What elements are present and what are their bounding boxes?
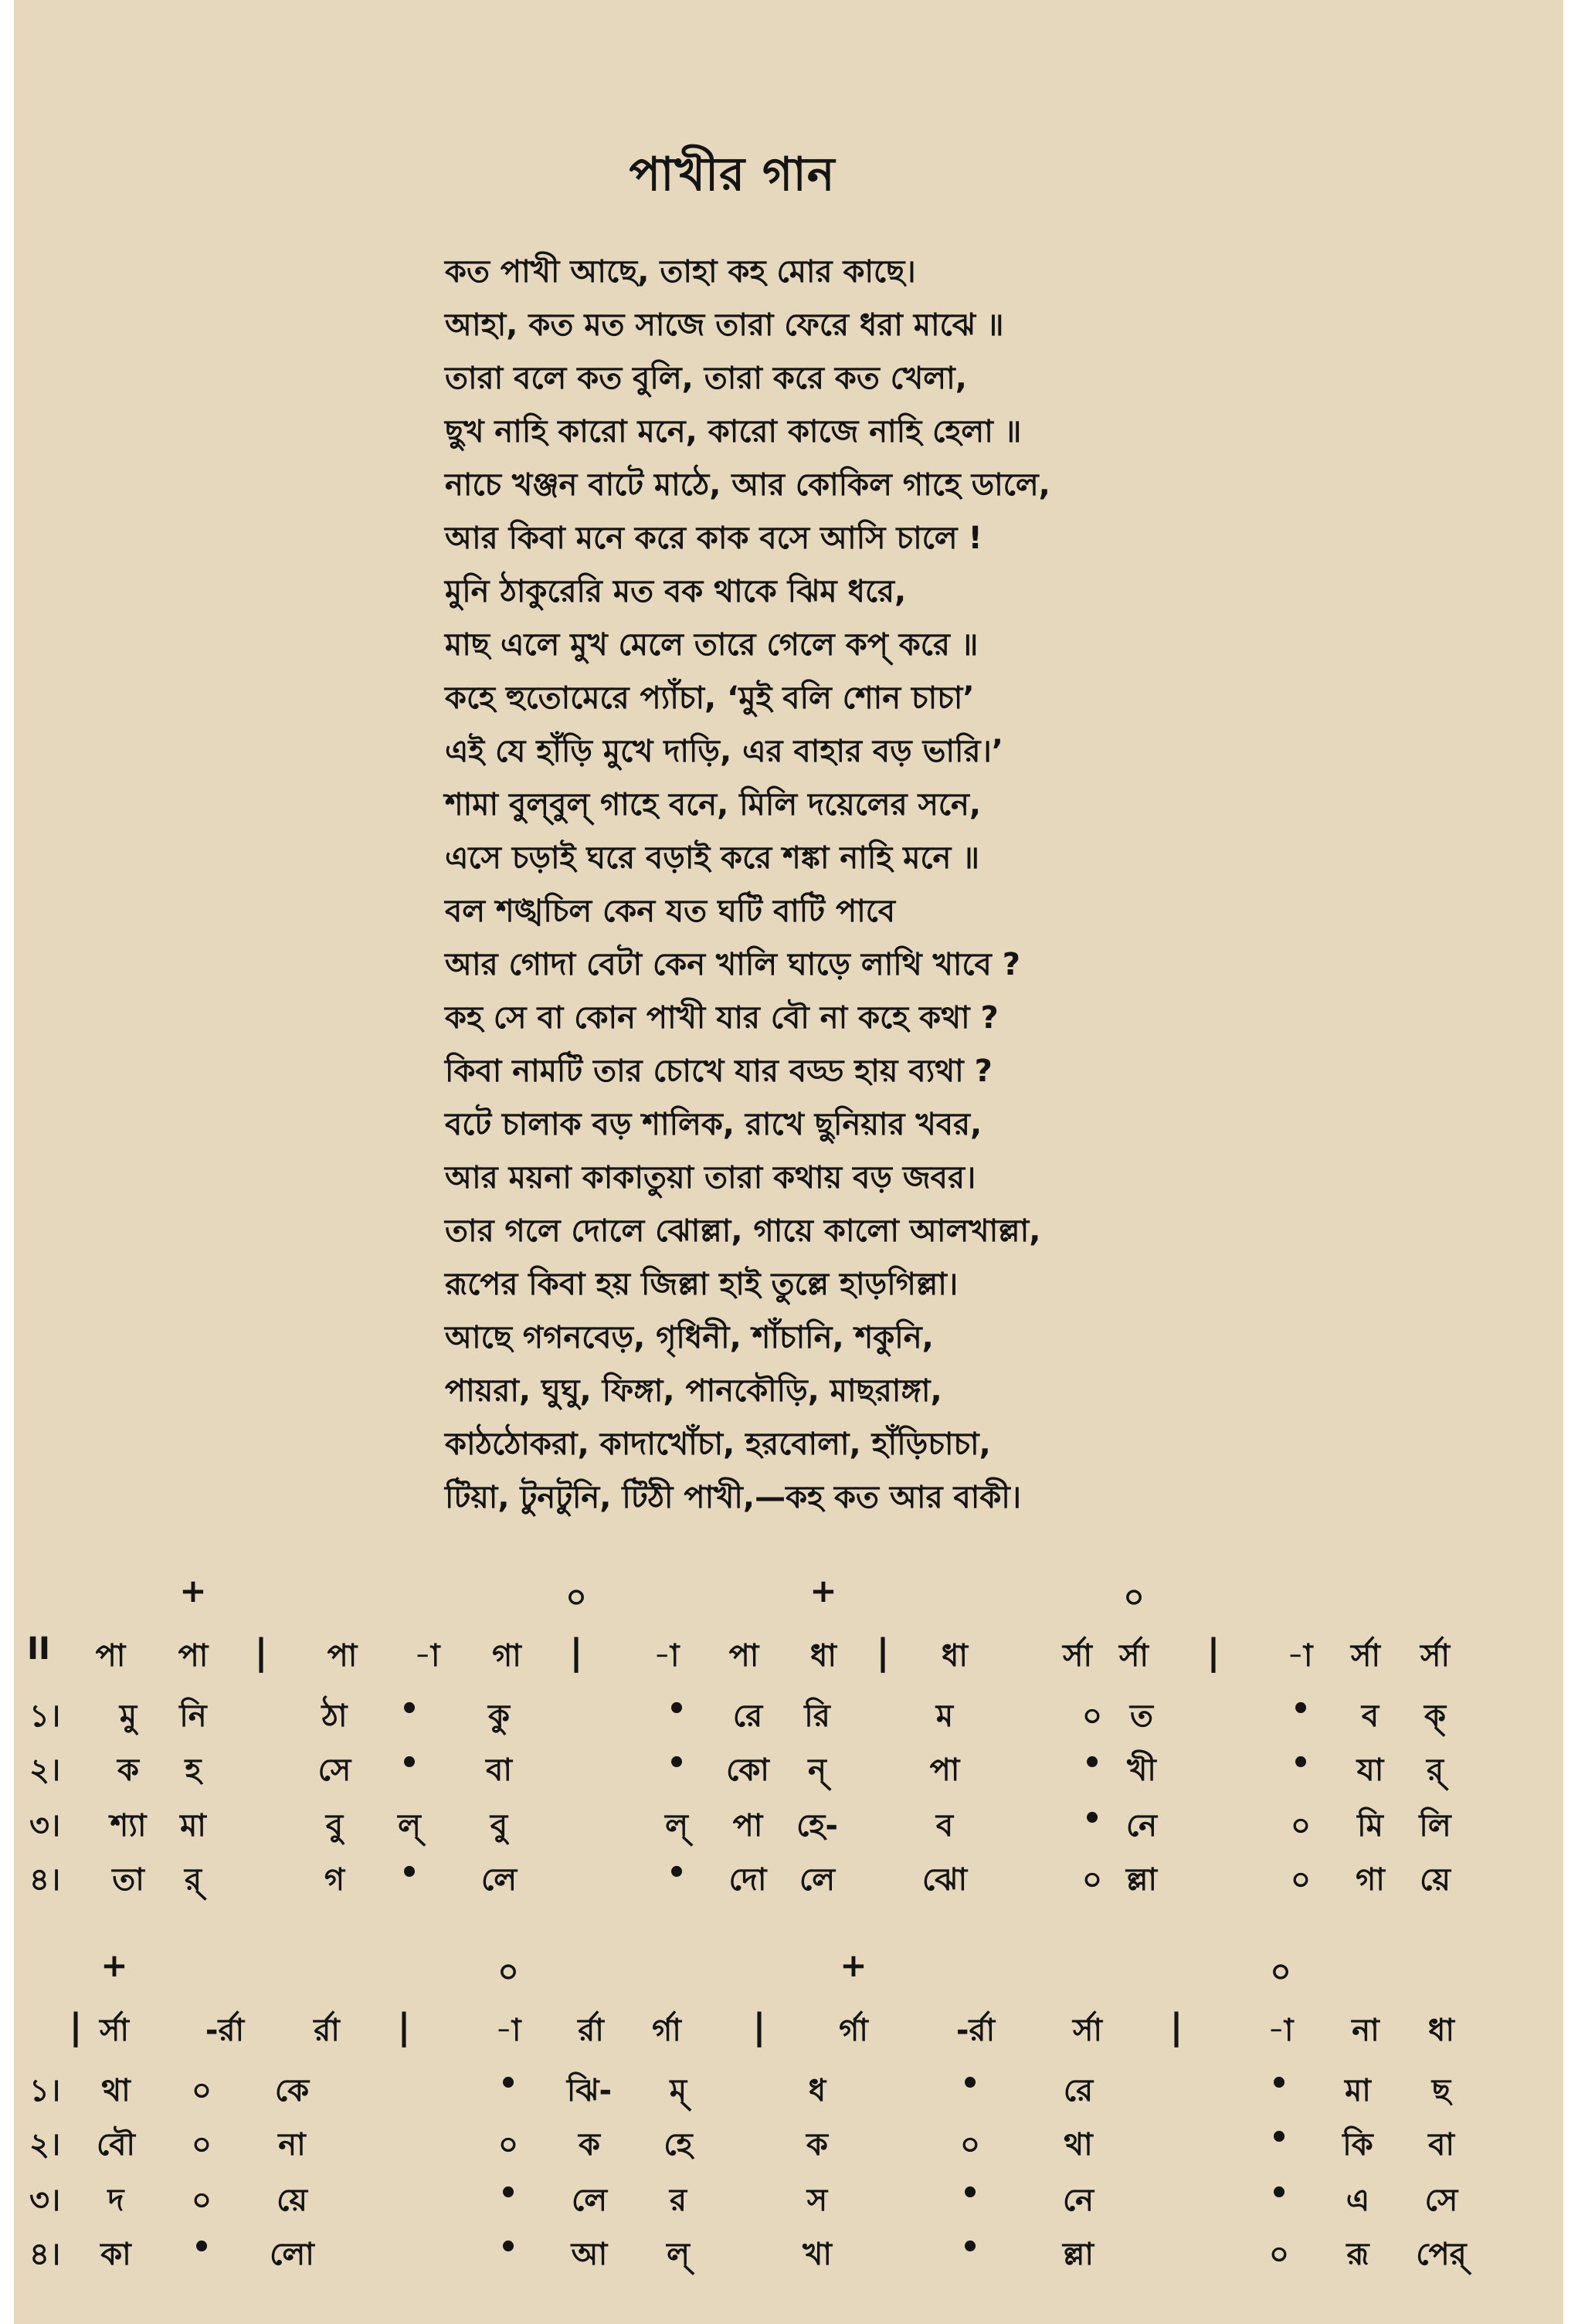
poem-line: এই যে হাঁড়ি মুখে দাড়ি, এর বাহার বড় ভারি।’ (445, 734, 1003, 769)
swara-note: পা (178, 1638, 209, 1674)
swara-note: -া (1287, 1638, 1313, 1674)
lyric-syllable: ব (935, 1808, 954, 1844)
poem-line: কত পাখী আছে, তাহা কহ মোর কাছে। (445, 254, 916, 290)
beat-mark-zero: ০ (565, 1578, 587, 1616)
lyric-syllable: ঠা (321, 1698, 348, 1734)
swara-note: গা (492, 1638, 521, 1674)
lyric-syllable: যা (1356, 1752, 1384, 1788)
poem-line: বটে চালাক বড় শালিক, রাখে ছুনিয়ার খবর, (445, 1107, 982, 1142)
lyric-syllable: বু (490, 1808, 508, 1844)
lyric-syllable: • (960, 2230, 980, 2265)
lyric-syllable: আ (571, 2237, 608, 2272)
lyric-syllable: খী (1127, 1752, 1156, 1788)
poem-line: আহা, কত মত সাজে তারা ফেরে ধরা মাঝে ॥ (445, 307, 1004, 343)
poem-line: বল শঙ্খচিল কেন যত ঘটি বাটি পাবে (445, 894, 896, 929)
poem-line: তারা বলে কত বুলি, তারা করে কত খেলা, (445, 361, 967, 396)
poem (445, 246, 1217, 1525)
lyric-syllable: ০ (191, 2183, 212, 2218)
swara-note: র্সা (1072, 2013, 1103, 2048)
lyric-syllable: মা (1345, 2073, 1371, 2109)
lyric-syllable: ঝি- (566, 2073, 613, 2109)
lyric-syllable: না (278, 2127, 306, 2163)
bar-line: | (876, 1631, 890, 1673)
notation-lyric-row (14, 2120, 1563, 2174)
lyric-syllable: মু (119, 1698, 137, 1734)
lyric-syllable: লে (571, 2183, 608, 2218)
beat-mark-zero: ০ (1270, 1952, 1291, 1990)
lyric-syllable: • (399, 1855, 419, 1891)
poem-line: আর ময়না কাকাতুয়া তারা কথায় বড় জবর। (445, 1160, 976, 1196)
poem-line: আছে গগনবেড়, গৃধিনী, শাঁচানি, শকুনি, (445, 1320, 934, 1355)
swara-note: -া (495, 2013, 521, 2048)
swara-note: র্গা (652, 2013, 681, 2048)
lyric-syllable: কু (488, 1698, 510, 1734)
lyric-syllable: সে (317, 1752, 351, 1788)
beat-mark-plus: + (840, 1946, 867, 1984)
poem-line: মুনি ঠাকুরেরি মত বক থাকে ঝিম ধরে, (445, 574, 907, 609)
lyric-syllable: • (1269, 2120, 1289, 2156)
row-number: ৪। (29, 1862, 61, 1898)
lyric-syllable: মা (180, 1808, 206, 1844)
lyric-syllable: থা (101, 2073, 131, 2109)
bar-line: | (254, 1631, 268, 1673)
lyric-syllable: ছ (1431, 2073, 1451, 2109)
bar-line: | (569, 1631, 583, 1673)
notation-lyric-row (14, 2176, 1563, 2230)
swara-note: -া (653, 1638, 680, 1674)
notation-header-row (14, 1631, 1563, 1685)
lyric-syllable: ০ (1081, 1698, 1103, 1734)
lyric-syllable: • (1269, 2066, 1289, 2102)
swara-note: -র্রা (955, 2013, 996, 2048)
swara-note: II (27, 1631, 50, 1667)
lyric-syllable: বু (325, 1808, 344, 1844)
lyric-syllable: স (806, 2183, 828, 2218)
bar-line: | (69, 2006, 83, 2047)
notation-lyric-row (14, 2066, 1563, 2120)
lyric-syllable: ব (1361, 1698, 1379, 1734)
poem-line: শামা বুল্‌বুল্‌ গাহে বনে, মিলি দয়েলের সনে, (445, 787, 982, 823)
poem-line: কহে হুতোমেরে প্যাঁচা, ‘মুই বলি শোন চাচা’ (445, 680, 975, 716)
lyric-syllable: ঝো (921, 1862, 968, 1898)
swara-note: র্রা (578, 2013, 604, 2048)
swara-note: র্রা (314, 2013, 340, 2048)
lyric-syllable: পা (929, 1752, 960, 1788)
poem-line: এসে চড়াই ঘরে বড়াই করে শঙ্কা নাহি মনে ॥ (445, 840, 979, 876)
lyric-syllable: কি (1342, 2127, 1373, 2163)
notation-lyric-row (14, 1855, 1563, 1909)
lyric-syllable: রি (804, 1698, 830, 1734)
row-number: ৩। (29, 1808, 61, 1844)
lyric-syllable: রে (1063, 2073, 1094, 2109)
swara-note: পা (327, 1638, 358, 1674)
poem-line: আর গোদা বেটা কেন খালি ঘাড়ে লাথি খাবে ? (445, 947, 1020, 982)
lyric-syllable: • (399, 1691, 419, 1727)
lyric-syllable: • (667, 1691, 687, 1727)
lyric-syllable: ০ (497, 2127, 519, 2163)
lyric-syllable: মি (1357, 1808, 1383, 1844)
bar-line: | (397, 2006, 411, 2047)
notation-header-row (14, 2006, 1563, 2060)
beat-mark-zero: ০ (1123, 1578, 1145, 1616)
lyric-syllable: ক (117, 1752, 139, 1788)
lyric-syllable: কে (274, 2073, 310, 2109)
lyric-syllable: • (1291, 1691, 1311, 1727)
swara-note: ধা (941, 1638, 969, 1674)
lyric-syllable: লো (270, 2237, 314, 2272)
bar-line: | (752, 2006, 766, 2047)
lyric-syllable: র (669, 2183, 687, 2218)
lyric-syllable: এ (1346, 2183, 1370, 2218)
poem-line: পায়রা, ঘুঘু, ফিঙ্গা, পানকৌড়ি, মাছরাঙ্গা, (445, 1373, 942, 1409)
row-number: ৪। (29, 2237, 61, 2272)
notation-lyric-row (14, 2230, 1563, 2284)
swara-note: পা (95, 1638, 126, 1674)
beat-mark-zero: ০ (497, 1952, 519, 1990)
bar-line: | (1206, 1631, 1220, 1673)
lyric-syllable: • (960, 2176, 980, 2211)
swara-note: র্সা (1062, 1638, 1093, 1674)
beat-mark-plus: + (100, 1946, 128, 1984)
lyric-syllable: সে (1424, 2183, 1458, 2218)
lyric-syllable: ক (806, 2127, 828, 2163)
lyric-syllable: কা (100, 2237, 131, 2272)
swara-note: র্সা (99, 2013, 130, 2048)
page (14, 0, 1563, 2324)
lyric-syllable: হে- (796, 1808, 838, 1844)
swara-note: র্সা (1420, 1638, 1451, 1674)
notation-lyric-row (14, 1746, 1563, 1800)
poem-line: কাঠঠোকরা, কাদাখোঁচা, হরবোলা, হাঁড়িচাচা, (445, 1427, 991, 1462)
lyric-syllable: রে (732, 1698, 763, 1734)
lyric-syllable: • (960, 2066, 980, 2102)
lyric-syllable: পের্‌ (1416, 2237, 1467, 2272)
page-title: পাখীর গান (629, 148, 836, 202)
notation-lyric-row (14, 1801, 1563, 1855)
poem-line: মাছ এলে মুখ মেলে তারে গেলে কপ্‌ করে ॥ (445, 627, 979, 663)
lyric-syllable: দ (107, 2183, 124, 2218)
swara-note: -া (414, 1638, 440, 1674)
lyric-syllable: খা (803, 2237, 832, 2272)
row-number: ২। (29, 1752, 61, 1788)
lyric-syllable: পা (732, 1808, 763, 1844)
beat-mark-plus: + (179, 1572, 207, 1610)
lyric-syllable: গা (1356, 1862, 1385, 1898)
lyric-syllable: • (1291, 1746, 1311, 1781)
lyric-syllable: ০ (191, 2073, 212, 2109)
lyric-syllable: নে (1125, 1808, 1158, 1844)
poem-line: কিবা নামটি তার চোখে যার বড্ড হায় ব্যথা ? (445, 1053, 993, 1089)
lyric-syllable: লে (480, 1862, 518, 1898)
lyric-syllable: ০ (1290, 1808, 1312, 1844)
lyric-syllable: বা (1428, 2127, 1454, 2163)
lyric-syllable: কো (726, 1752, 769, 1788)
lyric-syllable: র্‌ (1426, 1752, 1444, 1788)
lyric-syllable: ০ (1081, 1862, 1103, 1898)
lyric-syllable: তা (112, 1862, 144, 1898)
poem-line: কহ সে বা কোন পাখী যার বৌ না কহে কথা ? (445, 1000, 999, 1036)
lyric-syllable: নি (179, 1698, 207, 1734)
bar-line: | (1169, 2006, 1183, 2047)
lyric-syllable: ল্‌ (398, 1808, 421, 1844)
beat-mark-plus: + (809, 1572, 837, 1610)
notation-lyric-row (14, 1691, 1563, 1746)
lyric-syllable: ০ (959, 2127, 981, 2163)
lyric-syllable: ০ (1290, 1862, 1312, 1898)
lyric-syllable: শ্যা (110, 1808, 147, 1844)
lyric-syllable: ০ (1268, 2237, 1290, 2272)
poem-line: ছুখ নাহি কারো মনে, কারো কাজে নাহি হেলা ॥ (445, 414, 1022, 450)
row-number: ১। (29, 1698, 61, 1734)
lyric-syllable: ন্‌ (808, 1752, 826, 1788)
poem-line: টিয়া, টুনটুনি, টিঠী পাখী,—কহ কত আর বাকী। (445, 1480, 1022, 1515)
lyric-syllable: য়ে (277, 2183, 307, 2218)
swara-note: ধা (1427, 2013, 1455, 2048)
lyric-syllable: • (498, 2066, 518, 2102)
lyric-syllable: হ (185, 1752, 202, 1788)
lyric-syllable: • (498, 2176, 518, 2211)
lyric-syllable: দো (728, 1862, 767, 1898)
lyric-syllable: ক (579, 2127, 600, 2163)
swara-note: না (1352, 2013, 1379, 2048)
lyric-syllable: ধ (808, 2073, 826, 2109)
swara-note: -র্রা (205, 2013, 245, 2048)
poem-line: তার গলে দোলে ঝোল্লা, গায়ে কালো আলখাল্লা, (445, 1213, 1041, 1249)
lyric-syllable: হে (663, 2127, 693, 2163)
lyric-syllable: ০ (191, 2127, 212, 2163)
lyric-syllable: • (1082, 1746, 1102, 1781)
lyric-syllable: ল্‌ (667, 2237, 690, 2272)
lyric-syllable: ম (935, 1698, 954, 1734)
row-number: ২। (29, 2127, 61, 2163)
lyric-syllable: • (1269, 2176, 1289, 2211)
swara-note: র্সা (1350, 1638, 1381, 1674)
swara-note: র্সা (1118, 1638, 1149, 1674)
lyric-syllable: বা (486, 1752, 512, 1788)
lyric-syllable: থা (1064, 2127, 1093, 2163)
lyric-syllable: লে (799, 1862, 836, 1898)
lyric-syllable: ল্লা (1062, 2237, 1094, 2272)
lyric-syllable: • (399, 1746, 419, 1781)
swara-note: র্গা (839, 2013, 868, 2048)
row-number: ৩। (29, 2183, 61, 2218)
lyric-syllable: য়ে (1420, 1862, 1451, 1898)
lyric-syllable: রূ (1346, 2237, 1369, 2272)
lyric-syllable: • (667, 1855, 687, 1891)
lyric-syllable: র্‌ (184, 1862, 202, 1898)
lyric-syllable: নে (1062, 2183, 1094, 2218)
lyric-syllable: ল্লা (1125, 1862, 1158, 1898)
swara-note: -া (1267, 2013, 1294, 2048)
lyric-syllable: • (667, 1746, 687, 1781)
lyric-syllable: • (1082, 1801, 1102, 1837)
lyric-syllable: ত (1129, 1698, 1154, 1734)
swara-note: ধা (809, 1638, 837, 1674)
lyric-syllable: • (498, 2230, 518, 2265)
lyric-syllable: বৌ (97, 2127, 135, 2163)
lyric-syllable: • (192, 2230, 212, 2265)
poem-line: রূপের কিবা হয় জিল্লা হাই তুল্লে হাড়গিল্লা। (445, 1267, 959, 1302)
row-number: ১। (29, 2073, 61, 2109)
lyric-syllable: গ (324, 1862, 345, 1898)
poem-line: আর কিবা মনে করে কাক বসে আসি চালে ! (445, 521, 982, 556)
lyric-syllable: ক্‌ (1424, 1698, 1446, 1734)
lyric-syllable: ম্‌ (669, 2073, 687, 2109)
poem-line: নাচে খঞ্জন বাটে মাঠে, আর কোকিল গাহে ডালে, (445, 467, 1050, 503)
lyric-syllable: লি (1419, 1808, 1451, 1844)
lyric-syllable: ল্‌ (665, 1808, 688, 1844)
swara-note: পা (728, 1638, 759, 1674)
